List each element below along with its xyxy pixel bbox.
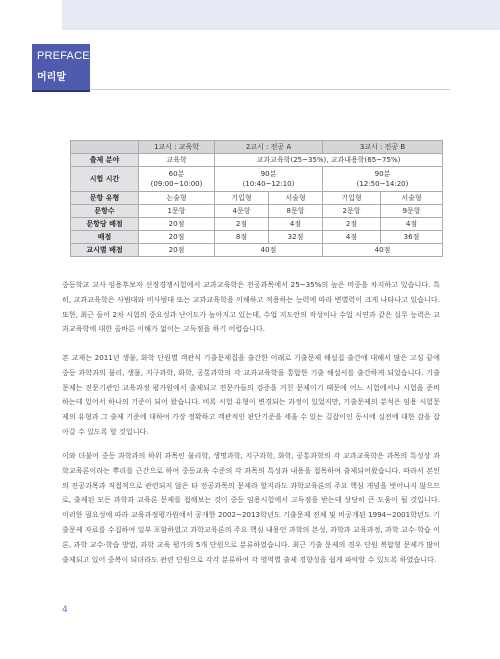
table-cell: 2문항 bbox=[323, 205, 381, 218]
time-range: (12:50~14:20) bbox=[356, 180, 409, 188]
header-cell-empty bbox=[71, 141, 139, 154]
table-cell: 40점 bbox=[323, 244, 443, 257]
row-label: 출제 분야 bbox=[71, 154, 139, 167]
table-cell bbox=[139, 167, 215, 192]
table-cell: 2점 bbox=[323, 218, 381, 231]
time-duration: 90분 bbox=[260, 170, 277, 178]
table-cell: 32점 bbox=[269, 231, 323, 244]
table-cell: 서술형 bbox=[381, 192, 443, 205]
table-cell: 서술형 bbox=[269, 192, 323, 205]
table-cell: 4점 bbox=[269, 218, 323, 231]
table-cell: 9문항 bbox=[381, 205, 443, 218]
table-row bbox=[71, 154, 443, 167]
table-cell: 20점 bbox=[139, 218, 215, 231]
table-cell: 교과교육학(25~35%), 교과내용학(65~75%) bbox=[215, 154, 443, 167]
header-title-en: PREFACE bbox=[37, 50, 90, 62]
table-cell bbox=[215, 167, 323, 192]
header-divider bbox=[90, 89, 450, 90]
table-cell: 4문항 bbox=[215, 205, 269, 218]
time-duration: 60분 bbox=[168, 170, 185, 178]
table-row bbox=[71, 231, 443, 244]
table-row bbox=[71, 205, 443, 218]
row-label: 문항당 배점 bbox=[71, 218, 139, 231]
preface-header-box bbox=[32, 44, 90, 92]
exam-info-table bbox=[70, 140, 443, 257]
table-cell: 2점 bbox=[215, 218, 269, 231]
table-cell: 4점 bbox=[323, 231, 381, 244]
time-range: (09:00~10:00) bbox=[150, 180, 203, 188]
table-cell: 8문항 bbox=[269, 205, 323, 218]
paragraph-1: 중등학교 교사 임용후보자 선정경쟁시험에서 교과교육학은 전공과목에서 25~35%의 높은 비중을 차지하고 있습니다. 특히, 교과교육학은 사범대와 비사범대 또는 교과교육학을 이해하고 적용하는 능력에 따라 변별력이 크게 나타나고 있습니다. 또한, 최근 들어 2차 시험의 중요성과 난이도가 높아지고 있는데, 수업 지도안의 작성이나 수업 시연과 같은 실무 능력은 교과교육학에 대한 올바른 이해가 없이는 고득점을 하기 어렵습니다. bbox=[62, 280, 440, 334]
table-cell: 논술형 bbox=[139, 192, 215, 205]
header-title-ko: 머리말 bbox=[37, 72, 66, 83]
header-cell-period1: 1교시 : 교육학 bbox=[139, 141, 215, 154]
table-row bbox=[71, 244, 443, 257]
row-label: 배점 bbox=[71, 231, 139, 244]
top-decorative-band bbox=[62, 0, 500, 30]
table-cell: 1문항 bbox=[139, 205, 215, 218]
header-cell-period3: 3교시 : 전공 B bbox=[323, 141, 443, 154]
row-label: 문항수 bbox=[71, 205, 139, 218]
row-label: 교시별 배점 bbox=[71, 244, 139, 257]
table-cell: 기입형 bbox=[215, 192, 269, 205]
table-row bbox=[71, 218, 443, 231]
row-label: 문항 유형 bbox=[71, 192, 139, 205]
page-number: 4 bbox=[62, 605, 68, 615]
table-header-row bbox=[71, 141, 443, 154]
table-cell: 36점 bbox=[381, 231, 443, 244]
table-row bbox=[71, 192, 443, 205]
time-duration: 90분 bbox=[374, 170, 391, 178]
table-cell: 20점 bbox=[139, 231, 215, 244]
paragraph-3: 이와 더불어 중등 과학과의 하위 과목인 물리학, 생명과학, 지구과학, 화학, 공통과학의 각 교과교육학은 과목의 특성상 과학교육론이라는 뿌리를 근간으로 하여 중등교육 수준의 각 과목의 특성과 내용을 접목하여 출제되어왔습니다. 따라서 본인의 전공과목과 직접적으로 관련되지 않은 타 전공과목의 문제라 할지라도 과학교육론의 주요 핵심 개념을 벗어나지 않으므로, 출제된 모든 과학과 교육론 문제를 접해보는 것이 중등 임용시험에서 고득점을 받는데 상당히 큰 도움이 될 것입니다. 이러한 필요성에 따라 교육과정평가원에서 공개한 2002~2013학년도 기출문제 전체 및 비공개된 1994~2001학년도 기출문제 자료를 수집하여 일부 포함하였고 과학교육론의 주요 핵심 내용인 과학의 본성, 과학과 교육과정, 과학 교수·학습 이론, 과학 교수·학습 방법, 과학 교육 평가의 5개 단원으로 분류하였습니다. 최근 기출 문제의 경우 단원 복합형 문제가 많이 출제되고 있어 중복이 되더라도 관련 단원으로 각각 분류하여 각 영역별 출제 경향성을 쉽게 파악할 수 있도록 하였습니다. bbox=[62, 451, 440, 564]
row-label: 시험 시간 bbox=[71, 167, 139, 192]
table-cell: 기입형 bbox=[323, 192, 381, 205]
table-cell: 8점 bbox=[215, 231, 269, 244]
table-cell bbox=[323, 167, 443, 192]
table-cell: 40점 bbox=[215, 244, 323, 257]
paragraph-2: 본 교재는 2011년 생물, 화학 단원별 객관식 기출문제집을 출간한 이래로 기출문제 해설집 출간에 대해서 많은 고심 끝에 중등 과학과의 물리, 생물, 지구과학, 화학, 공통과학의 각 교과교육학을 통합한 기출 해설서를 출간하게 되었습니다. 기출문제는 전문기관인 교육과정 평가원에서 출제되고 전문가들의 검증을 거친 문제이기 때문에 어느 시험에서나 시험을 준비하는데 있어서 하나의 기준이 되어 왔습니다. 비록 시험 유형이 변경되는 과정이 있었지만, 기출문제의 분석은 임용 시험문제의 유형과 그 출제 기준에 대하여 가장 정확하고 객관적인 판단기준을 세울 수 있는 길잡이인 동시에 실전에 대한 감을 잡아갈 수 있도록 할 것입니다. bbox=[62, 353, 441, 437]
table-cell: 20점 bbox=[139, 244, 215, 257]
table-cell: 교육학 bbox=[139, 154, 215, 167]
time-range: (10:40~12:10) bbox=[242, 180, 295, 188]
table-row bbox=[71, 167, 443, 192]
table-cell: 4점 bbox=[381, 218, 443, 231]
header-cell-period2: 2교시 : 전공 A bbox=[215, 141, 323, 154]
